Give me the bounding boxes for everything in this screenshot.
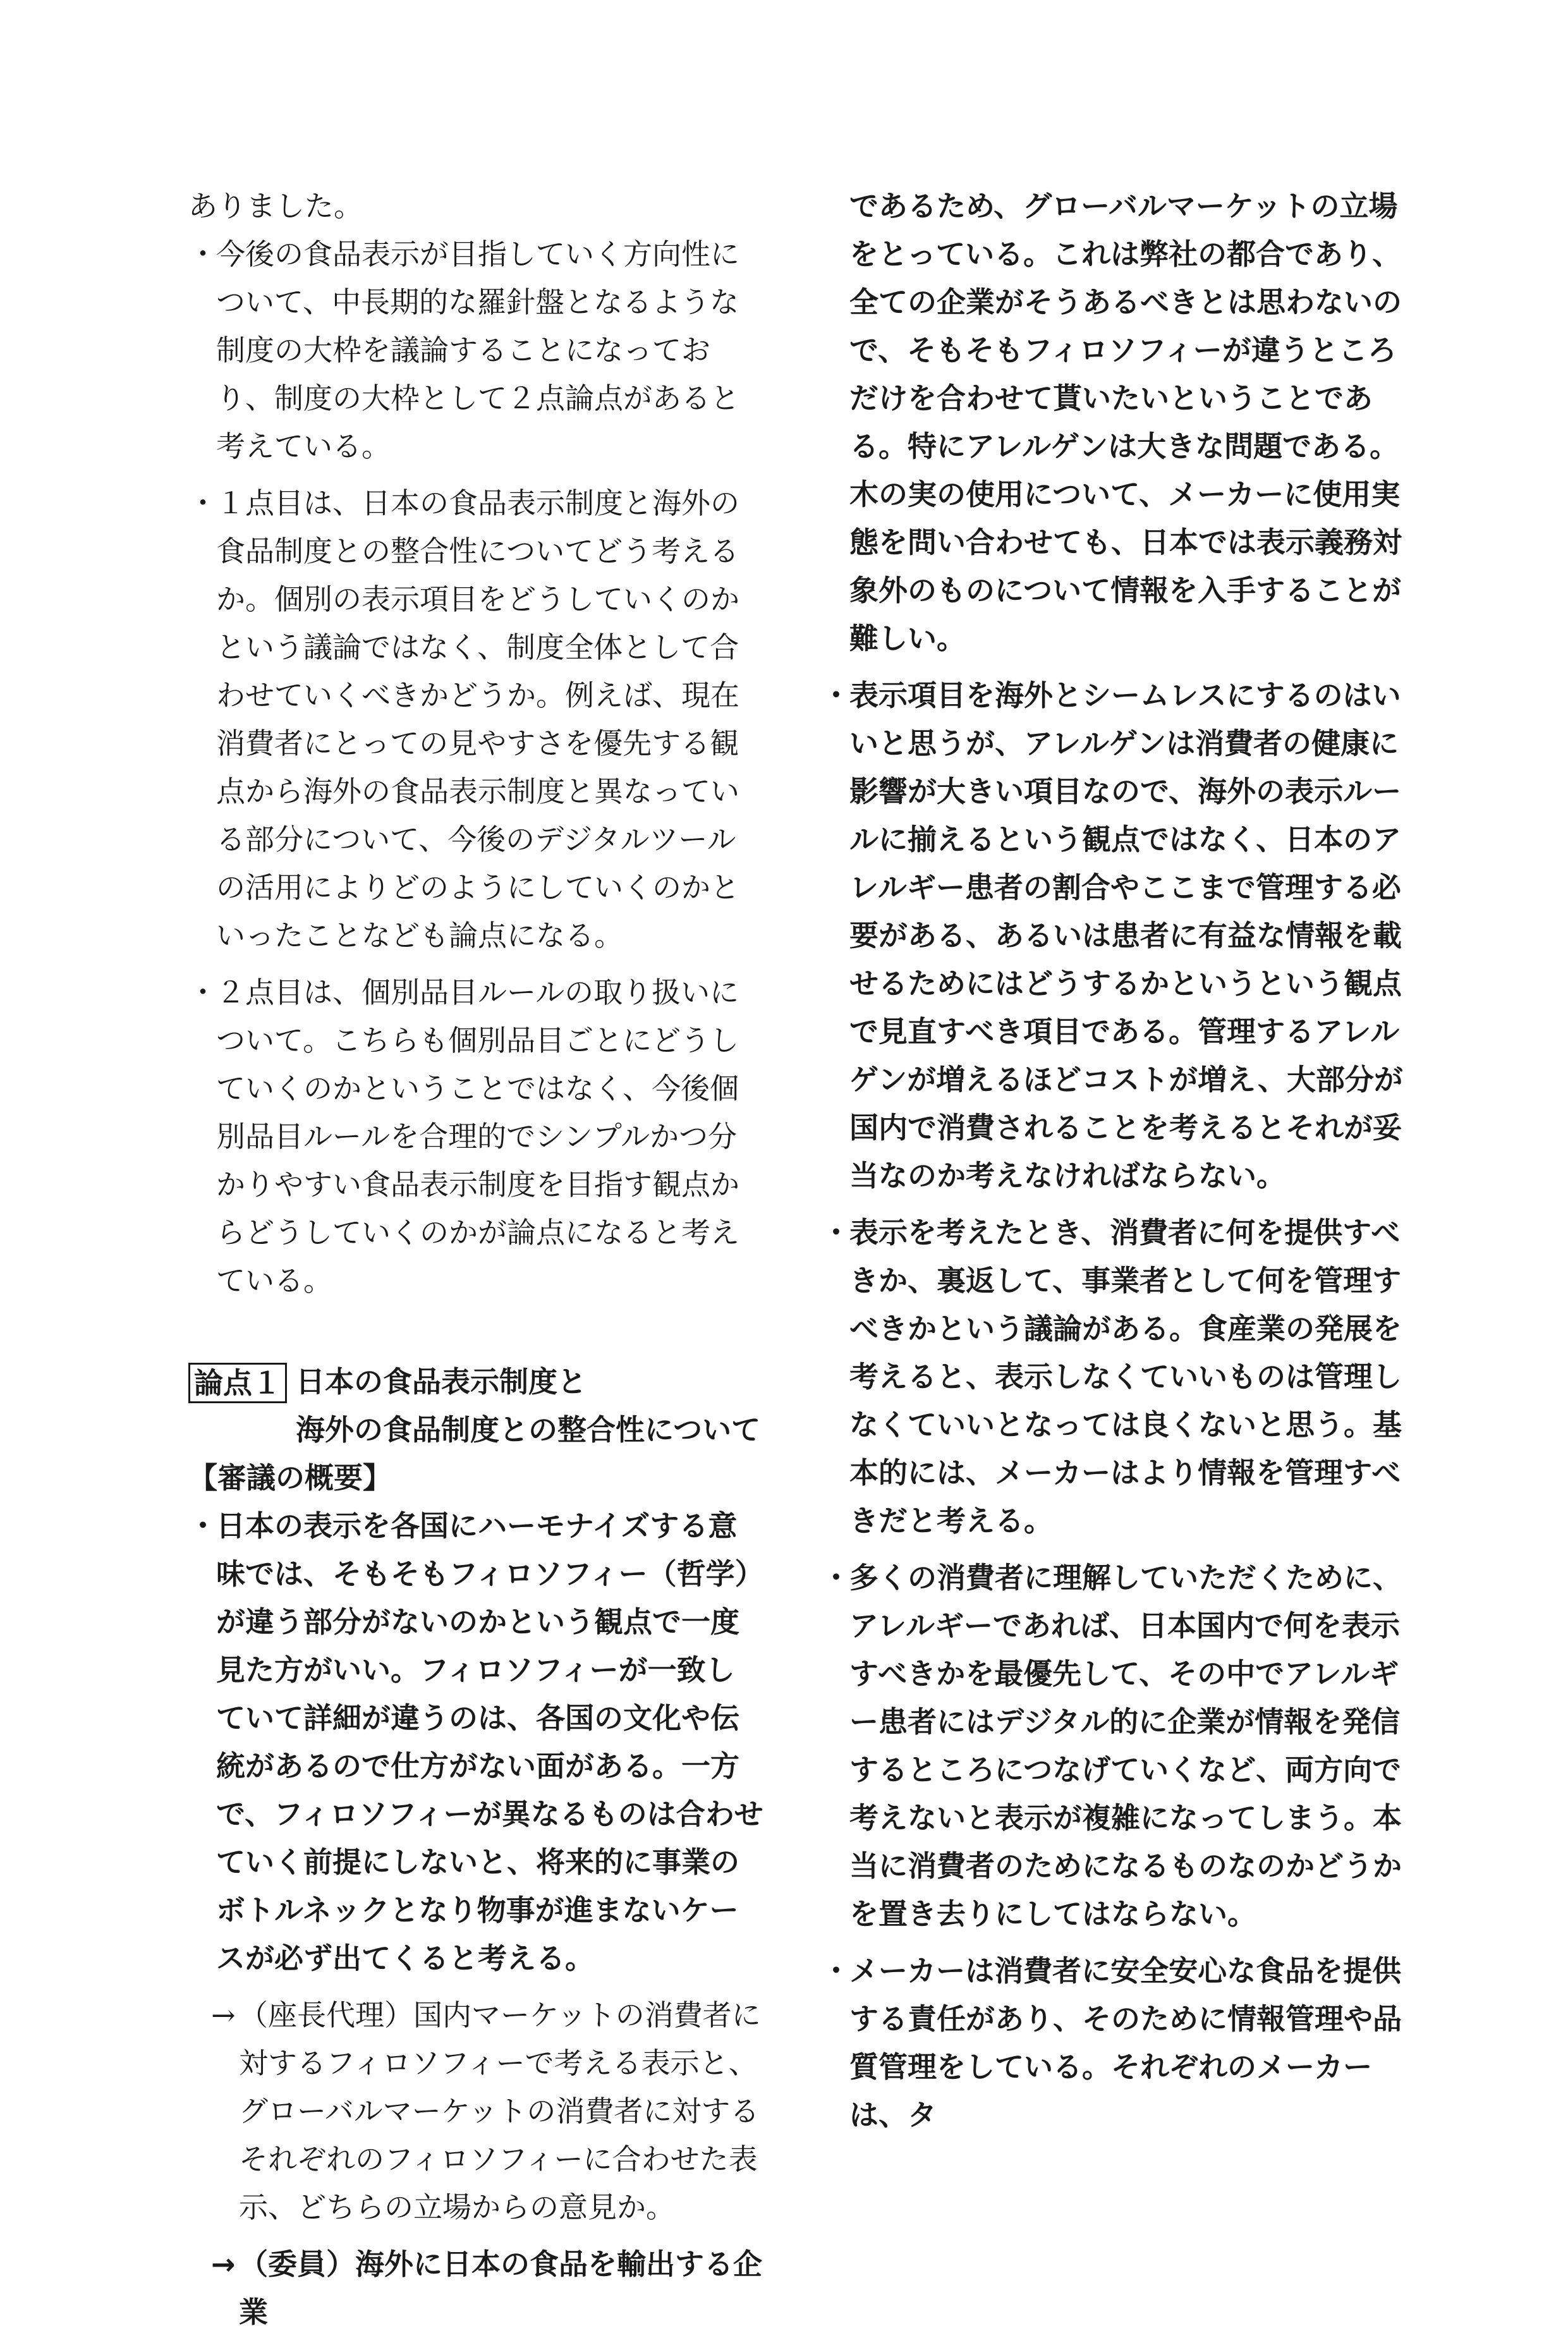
summary-heading: 【審議の概要】	[188, 1461, 392, 1495]
reply-text: （座長代理）国内マーケットの消費者に対するフィロソフィーで考える表示と、グローバルマーケットの消費者に対するそれぞれのフィロソフィーに合わせた表示、どちらの立場からの意見か。	[239, 1998, 761, 2224]
bullet-text: 日本の表示を各国にハーモナイズする意味では、そもそもフィロソフィー（哲学）が違う部分がないのかという観点で一度見た方がいい。フィロソフィーが一致していて詳細が違うのは、各国の文化や伝統があるので仕方がない面がある。一方で、フィロソフィーが異なるものは合わせていく前提にしないと、将来的に事業のボトルネックとなり物事が進まないケースが必ず出てくると考える。	[216, 1509, 763, 1975]
issue-tag: 論点１	[188, 1363, 287, 1403]
issue-title-line2: 海外の食品制度との整合性について	[296, 1413, 761, 1447]
bullet-what-to-manage	[822, 1209, 1409, 1545]
bullet-text: メーカーは消費者に安全安心な食品を提供する責任があり、そのために情報管理や品質管理をしている。それぞれのメーカーは、タ	[849, 1954, 1402, 2132]
issue-heading	[188, 1358, 763, 1454]
bullet-mark: ・	[822, 1561, 851, 1595]
bullet-consumer-understanding	[822, 1554, 1409, 1938]
reply-arrow: →	[211, 2247, 236, 2281]
reply-arrow: →	[211, 1998, 236, 2032]
reply-member	[188, 2240, 763, 2336]
bullet-mark: ・	[188, 237, 217, 271]
bullet-point-two	[188, 968, 763, 1305]
bullet-mark: ・	[822, 1215, 851, 1250]
bullet-mark: ・	[188, 975, 217, 1009]
bullet-mark: ・	[822, 678, 851, 712]
bullet-text: 今後の食品表示が目指していく方向性について、中長期的な羅針盤となるような制度の大枠を議論することになっており、制度の大枠として２点論点があると考えている。	[216, 237, 739, 463]
left-column	[188, 182, 763, 2345]
summary-bullet	[188, 1502, 763, 1982]
bullet-mark: ・	[188, 486, 217, 520]
issue-title-line1: 日本の食品表示制度と	[296, 1365, 586, 1399]
bullet-maker-responsibility	[822, 1947, 1409, 2139]
reply-text: （委員）海外に日本の食品を輸出する企業	[239, 2247, 762, 2329]
bullet-text: ２点目は、個別品目ルールの取り扱いについて。こちらも個別品目ごとにどうしていくのかということではなく、今後個別品目ルールを合理的でシンプルかつ分かりやすい食品表示制度を目指す観点からどうしていくのかが論点になると考えている。	[216, 975, 739, 1298]
bullet-allergen-seamless	[822, 671, 1409, 1200]
reply-vice-chair	[188, 1991, 763, 2231]
bullet-mark: ・	[822, 1954, 851, 1988]
section-gap	[188, 1313, 763, 1358]
bullet-point-one	[188, 479, 763, 959]
intro-tail: ありました。	[188, 189, 363, 223]
bullet-text: 多くの消費者に理解していただくために、アレルギーであれば、日本国内で何を表示すべきかを最優先して、その中でアレルギー患者にはデジタル的に企業が情報を発信するところにつなげていくなど、両方向で考えないと表示が複雑になってしまう。本当に消費者のためになるものなのかどうかを置き去りにしてはならない。	[849, 1561, 1402, 1931]
bullet-direction	[188, 230, 763, 470]
bullet-text: 表示項目を海外とシームレスにするのはいいと思うが、アレルゲンは消費者の健康に影響が大きい項目なので、海外の表示ルールに揃えるという観点ではなく、日本のアレルギー患者の割合やここまで管理する必要がある、あるいは患者に有益な情報を載せるためにはどうするかというという観点で見直すべき項目である。管理するアレルゲンが増えるほどコストが増え、大部分が国内で消費されることを考えるとそれが妥当なのか考えなければならない。	[849, 678, 1403, 1193]
right-column	[822, 182, 1409, 2148]
bullet-text: １点目は、日本の食品表示制度と海外の食品制度との整合性についてどう考えるか。個別の表示項目をどうしていくのかという議論ではなく、制度全体として合わせていくべきかどうか。例えば、現在消費者にとっての見やすさを優先する観点から海外の食品表示制度と異なっている部分について、今後のデジタルツールの活用によりどのようにしていくのかといったことなども論点になる。	[216, 486, 739, 953]
reply-member-continued: であるため、グローバルマーケットの立場をとっている。これは弊社の都合であり、全ての企業がそうあるべきとは思わないので、そもそもフィロソフィーが違うところだけを合わせて貰いたいということである。特にアレルゲンは大きな問題である。木の実の使用について、メーカーに使用実態を問い合わせても、日本では表示義務対象外のものについて情報を入手することが難しい。	[849, 189, 1402, 655]
bullet-text: 表示を考えたとき、消費者に何を提供すべきか、裏返して、事業者として何を管理すべきかという議論がある。食産業の発展を考えると、表示しなくていいものは管理しなくていいとなっては良くないと思う。基本的には、メーカーはより情報を管理すべきだと考える。	[849, 1215, 1402, 1538]
bullet-mark: ・	[188, 1509, 217, 1543]
